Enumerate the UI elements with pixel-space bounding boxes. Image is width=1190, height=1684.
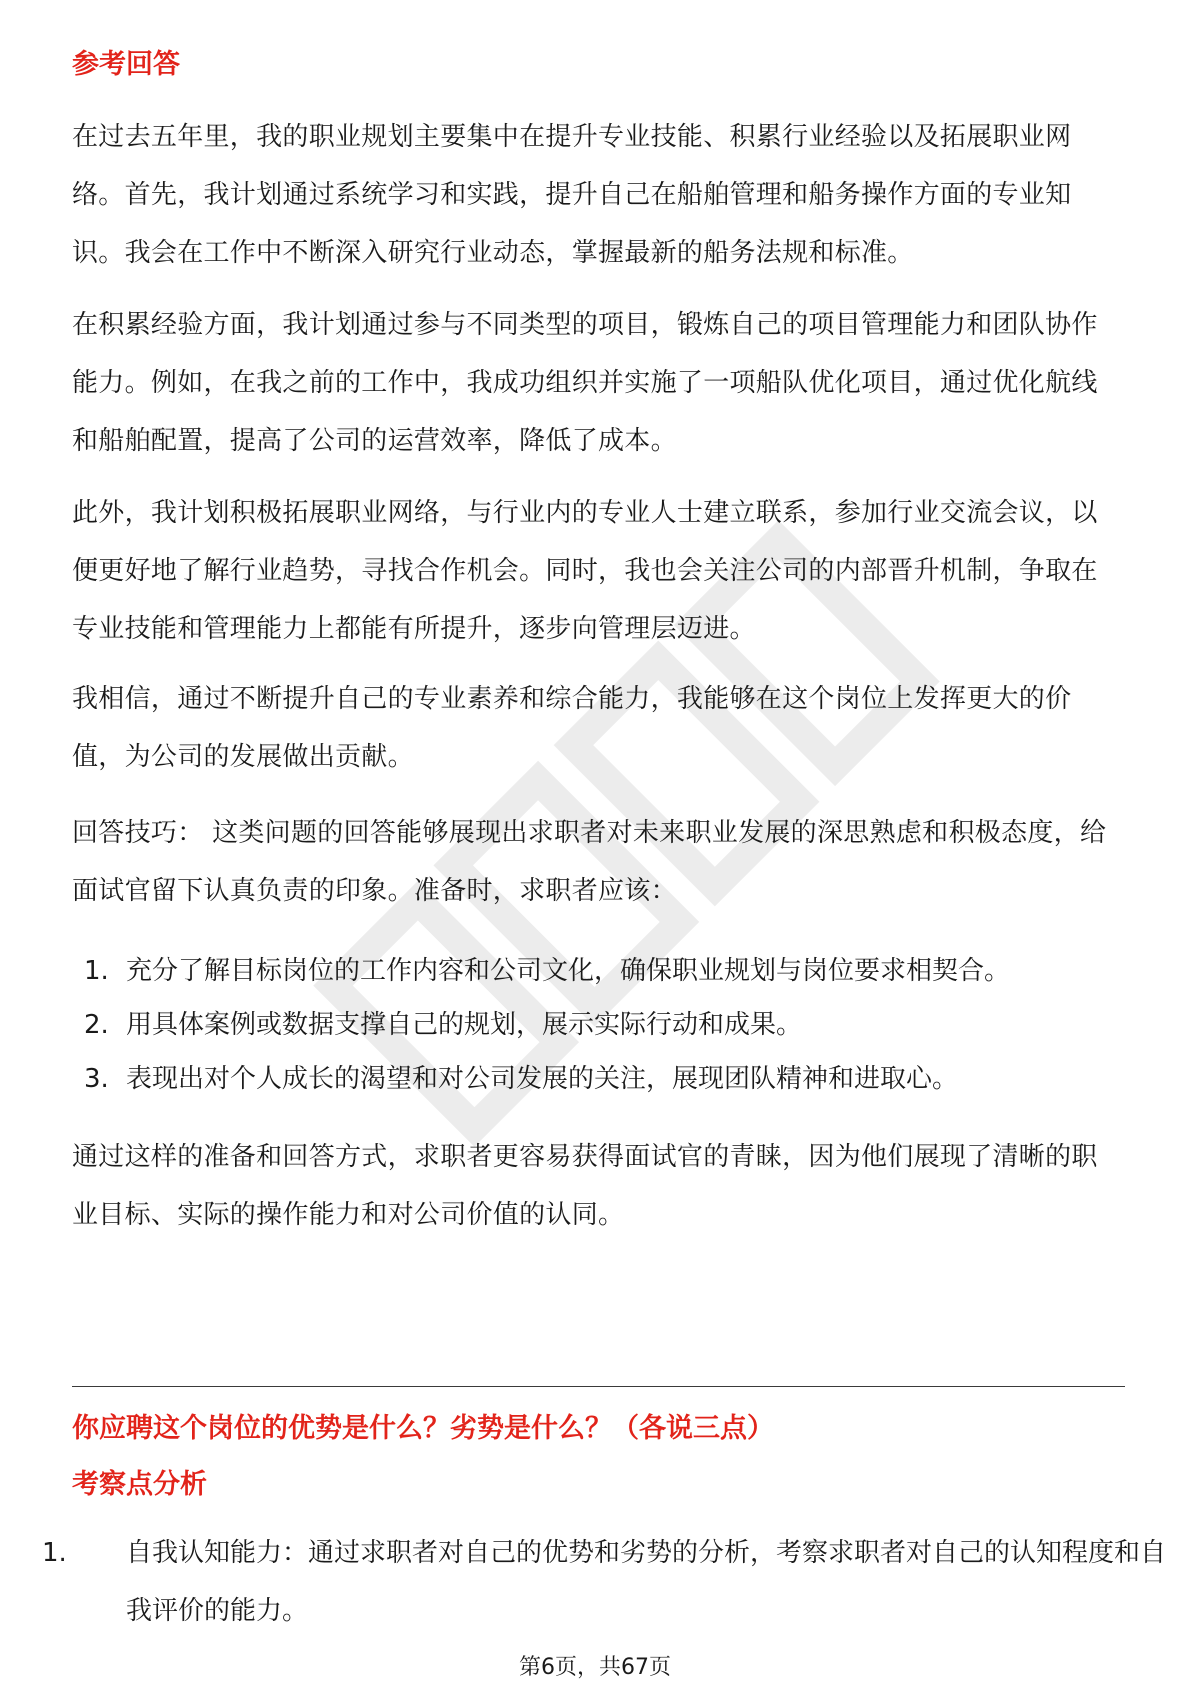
answer-paragraph-2: 在积累经验方面，我计划通过参与不同类型的项目，锻炼自己的项目管理能力和团队协作能力。例如，在我之前的工作中，我成功组织并实施了一项船队优化项目，通过优化航线和船舶配置，提高了公司的运营效率，降低了成本。 [72, 310, 1098, 456]
section-divider [72, 1386, 1125, 1387]
tips-paragraph: 回答技巧： 这类问题的回答能够展现出求职者对未来职业发展的深思熟虑和积极态度，给面试官留下认真负责的印象。准备时，求职者应该： [72, 818, 1107, 906]
answer-paragraph-4: 我相信，通过不断提升自己的专业素养和综合能力，我能够在这个岗位上发挥更大的价值，为公司的发展做出贡献。 [72, 684, 1072, 772]
tips-list-text: 充分了解目标岗位的工作内容和公司文化，确保职业规划与岗位要求相契合。 [126, 956, 1011, 986]
analysis-heading: 考察点分析 [72, 1469, 207, 1500]
tips-list-number: 3. [84, 1064, 109, 1094]
analysis-list-text: 自我认知能力：通过求职者对自己的优势和劣势的分析，考察求职者对自己的认知程度和自我评价的能力。 [126, 1538, 1167, 1626]
tips-list-number: 1. [84, 956, 109, 986]
tips-list-item-1 [84, 942, 1124, 1000]
tips-list-text: 表现出对个人成长的渴望和对公司发展的关注，展现团队精神和进取心。 [126, 1064, 959, 1094]
tips-list-text: 用具体案例或数据支撑自己的规划，展示实际行动和成果。 [126, 1010, 803, 1040]
tips-list-item-3 [84, 1050, 1124, 1108]
analysis-list-item-1 [42, 1524, 1167, 1640]
analysis-list-number: 1. [42, 1538, 67, 1568]
answer-paragraph-1: 在过去五年里，我的职业规划主要集中在提升专业技能、积累行业经验以及拓展职业网络。首先，我计划通过系统学习和实践，提升自己在船舶管理和船务操作方面的专业知识。我会在工作中不断深入研究行业动态，掌握最新的船务法规和标准。 [72, 122, 1072, 268]
closing-paragraph: 通过这样的准备和回答方式，求职者更容易获得面试官的青睐，因为他们展现了清晰的职业目标、实际的操作能力和对公司价值的认同。 [72, 1142, 1098, 1230]
reference-answer-heading: 参考回答 [72, 49, 180, 80]
next-question-heading: 你应聘这个岗位的优势是什么？劣势是什么？（各说三点） [72, 1413, 774, 1444]
tips-list-item-2 [84, 996, 1124, 1054]
tips-list-number: 2. [84, 1010, 109, 1040]
answer-paragraph-3: 此外，我计划积极拓展职业网络，与行业内的专业人士建立联系，参加行业交流会议，以便更好地了解行业趋势，寻找合作机会。同时，我也会关注公司的内部晋升机制，争取在专业技能和管理能力上都能有所提升，逐步向管理层迈进。 [72, 498, 1098, 644]
page-number-footer: 第6页，共67页 [519, 1655, 671, 1680]
